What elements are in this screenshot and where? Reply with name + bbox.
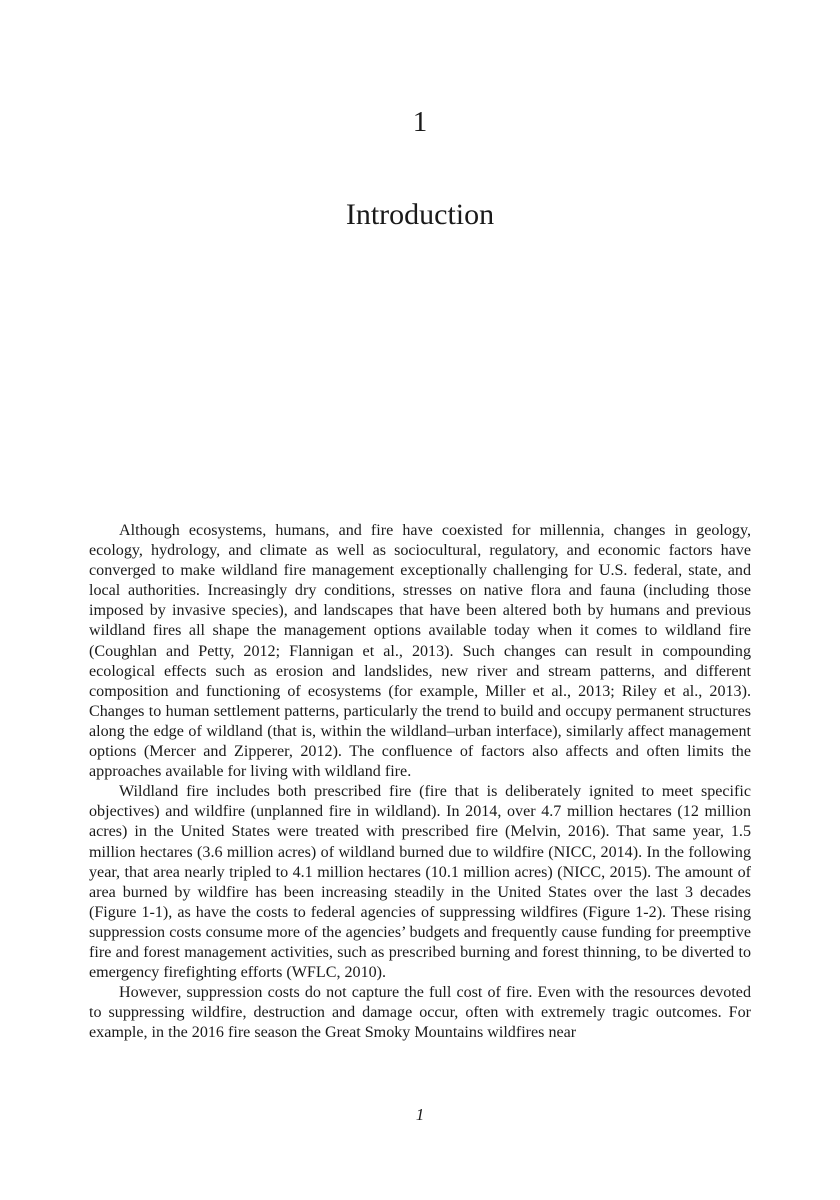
paragraph: However, suppression costs do not capture the full cost of fire. Even with the resources devoted to suppressing wildfire, destruction and damage occur, often with extremely tragic outcomes. For example, in the 2016 fire season the Great Smoky Mountains wildfires near [89, 984, 751, 1042]
paragraph: Wildland fire includes both prescribed fire (fire that is deliberately ignited to meet specific objectives) and wildfire (unplanned fire in wildland). In 2014, over 4.7 million hectares (12 million acres) in the United States were treated with prescribed fire (Melvin, 2016). That same year, 1.5 million hectares (3.6 million acres) of wildland burned due to wildfire (NICC, 2014). In the following year, that area nearly tripled to 4.1 million hectares (10.1 million acres) (NICC, 2015). The amount of area burned by wildfire has been increasing steadily in the United States over the last 3 decades (Figure 1-1), as have the costs to federal agencies of suppressing wildfires (Figure 1-2). These rising suppression costs consume more of the agencies’ budgets and frequently cause funding for preemptive fire and forest management activities, such as prescribed burning and forest thinning, to be diverted to emergency firefighting efforts (WFLC, 2010). [89, 783, 751, 982]
chapter-title: Introduction [345, 198, 495, 231]
chapter-number: 1 [412, 106, 428, 138]
page-number: 1 [415, 1105, 425, 1124]
paragraph: Although ecosystems, humans, and fire have coexisted for millennia, changes in geology, ecology, hydrology, and climate as well as sociocultural, regulatory, and economic factors have converged to make wildland fire management exceptionally challenging for U.S. federal, state, and local authorities. Increasingly dry conditions, stresses on native flora and fauna (including those imposed by invasive species), and landscapes that have been altered both by humans and previous wildland fires all shape the management options available today when it comes to wildland fire (Coughlan and Petty, 2012; Flannigan et al., 2013). Such changes can result in compounding ecological effects such as erosion and landslides, new river and stream patterns, and different composition and functioning of ecosystems (for example, Miller et al., 2013; Riley et al., 2013). Changes to human settlement patterns, particularly the trend to build and occupy permanent structures along the edge of wildland (that is, within the wildland–urban interface), similarly affect management options (Mercer and Zipperer, 2012). The confluence of factors also affects and often limits the approaches available for living with wildland fire. [89, 522, 751, 781]
body-text [89, 521, 751, 1043]
